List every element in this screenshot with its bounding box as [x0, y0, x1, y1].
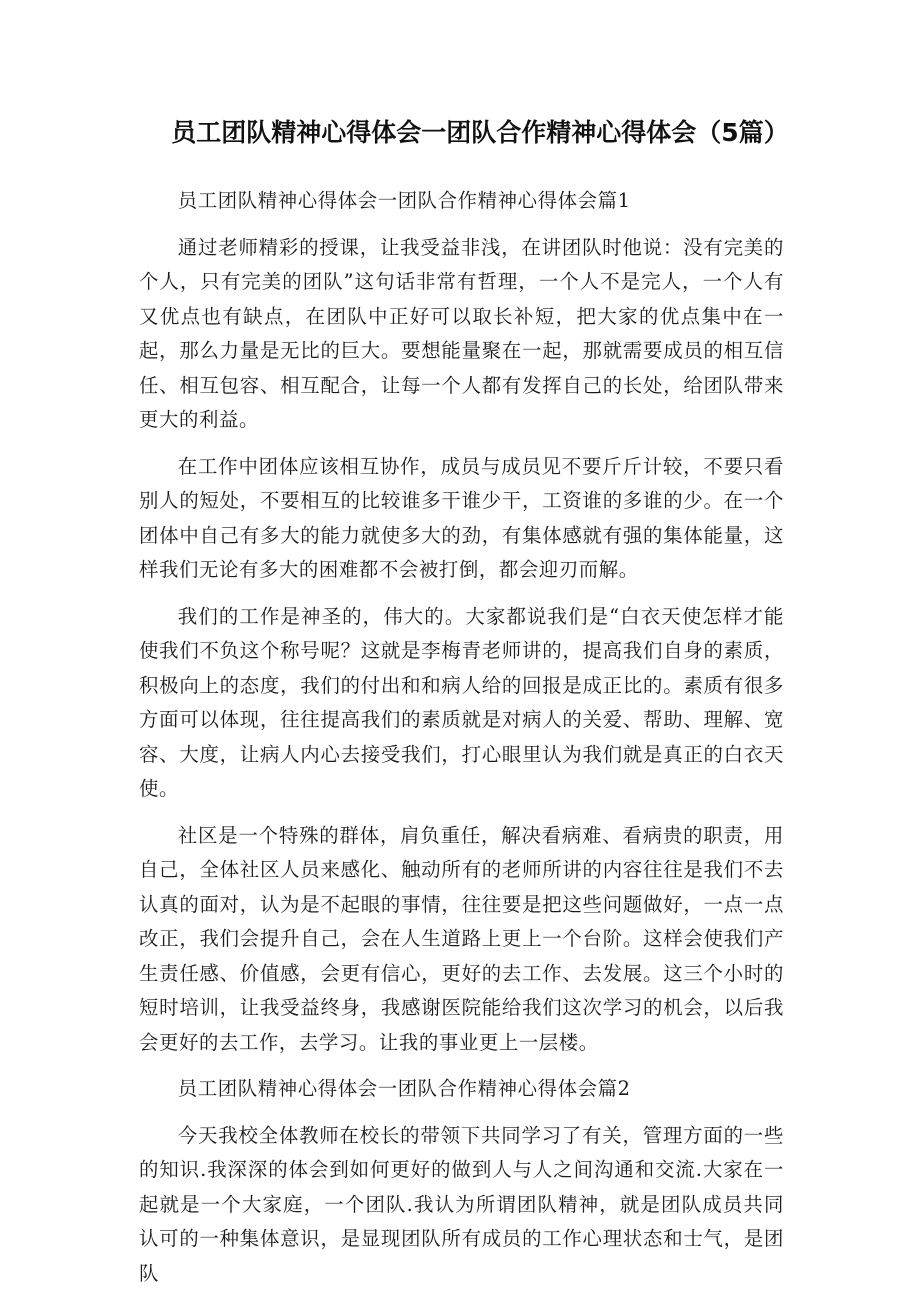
- document-body: [139, 184, 784, 1303]
- section-heading-2: 员工团队精神心得体会一团队合作精神心得体会篇2: [177, 1077, 631, 1100]
- paragraph: 社区是一个特殊的群体，肩负重任，解决看病难、看病贵的职责，用自己，全体社区人员来感化、触动所有的老师所讲的内容往往是我们不去认真的面对，认为是不起眼的事情，往往要是把这些问题做好，一点一点改正，我们会提升自己，会在人生道路上更上一个台阶。这样会使我们产生责任感、价值感，会更有信心，更好的去工作、去发展。这三个小时的短时培训，让我受益终身，我感谢医院能给我们这次学习的机会，以后我会更好的去工作，去学习。让我的事业更上一层楼。: [139, 823, 784, 1054]
- document-title: 员工团队精神心得体会一团队合作精神心得体会（5篇）: [171, 118, 789, 147]
- section-heading-1: 员工团队精神心得体会一团队合作精神心得体会篇1: [177, 189, 631, 212]
- paragraph: 我们的工作是神圣的，伟大的。大家都说我们是“白衣天使怎样才能使我们不负这个称号呢？这就是李梅青老师讲的，提高我们自身的素质，积极向上的态度，我们的付出和和病人给的回报是成正比的。素质有很多方面可以体现，往往提高我们的素质就是对病人的关爱、帮助、理解、宽容、大度，让病人内心去接受我们，打心眼里认为我们就是真正的白衣天使。: [139, 604, 784, 800]
- paragraph: 通过老师精彩的授课，让我受益非浅，在讲团队时他说：没有完美的个人，只有完美的团队”这句话非常有哲理，一个人不是完人，一个人有又优点也有缺点，在团队中正好可以取长补短，把大家的优点集中在一起，那么力量是无比的巨大。要想能量聚在一起，那就需要成员的相互信任、相互包容、相互配合，让每一个人都有发挥自己的长处，给团队带来更大的利益。: [139, 235, 784, 431]
- paragraph: 今天我校全体教师在校长的带领下共同学习了有关，管理方面的一些的知识.我深深的体会到如何更好的做到人与人之间沟通和交流.大家在一起就是一个大家庭，一个团队.我认为所谓团队精神，就是团队成员共同认可的一种集体意识，是显现团队所有成员的工作心理状态和士气，是团队: [139, 1123, 784, 1285]
- paragraph: 在工作中团体应该相互协作，成员与成员见不要斤斤计较，不要只看别人的短处，不要相互的比较谁多干谁少干，工资谁的多谁的少。在一个团体中自己有多大的能力就使多大的劲，有集体感就有强的集体能量，这样我们无论有多大的困难都不会被打倒，都会迎刃而解。: [139, 454, 784, 581]
